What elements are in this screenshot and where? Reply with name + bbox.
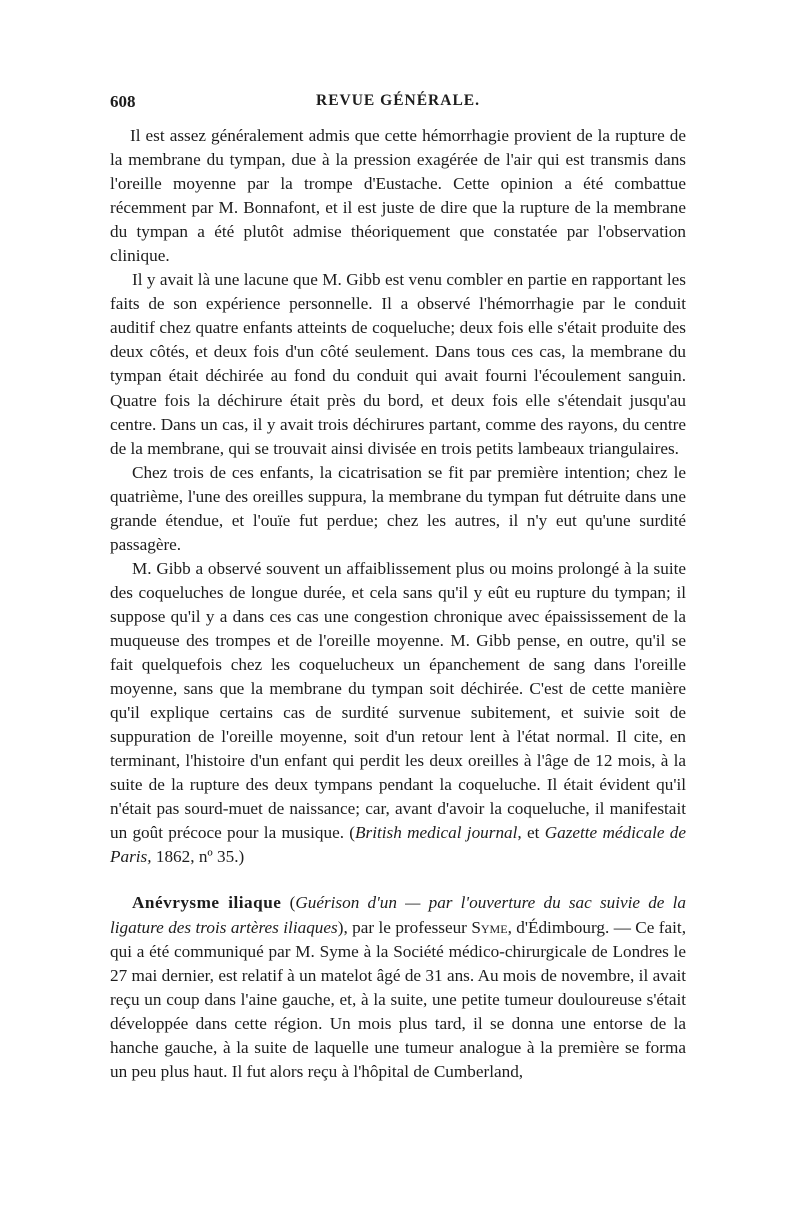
paragraph-1: Il est assez généralement admis que cette hémorrhagie provient de la rupture de la membrane du tympan, due à la pression exagérée de l'air qui est transmis dans l'oreille moyenne par la trompe d'Eustache. Cette opinion a été combattue récemment par M. Bonnafont, et il est juste de dire que la rupture de la membrane du tympan a été plutôt admise théoriquement que constatée par l'observation clinique. <box>110 126 686 266</box>
section-body: , d'Édimbourg. — Ce fait, qui a été communiqué par M. Syme à la Société médico-chirurgicale de Londres le 27 mai dernier, est relatif à un matelot âgé de 31 ans. Au mois de novembre, il avait reçu un coup dans l'aine gauche, et, à la suite, une petite tumeur douloureuse s'était développée dans cette région. Un mois plus tard, il se donna une entorse de la hanche gauche, à la suite de laquelle une tumeur analogue à la première se forma un peu plus haut. Il fut alors reçu à l'hôpital de Cumberland, <box>110 917 686 1081</box>
section-subtitle: Guérison d'un — par l'ouverture du sac suivie de la ligature des trois artères iliaques <box>110 893 686 937</box>
source-citation-1: British medical journal <box>355 823 518 843</box>
page-number: 608 <box>110 92 136 111</box>
section-subtitle-close: ), par le professeur <box>337 917 472 937</box>
source-citation-2: Gazette médicale de Paris, <box>110 823 687 867</box>
section-subtitle-open: ( <box>281 893 296 913</box>
section-gap <box>110 869 686 891</box>
paragraph-4 <box>110 557 686 870</box>
citation-end: 1862, nº 35.) <box>151 847 245 867</box>
paragraph-4-text: M. Gibb a observé souvent un affaiblissement plus ou moins prolongé à la suite des coqueluches de longue durée, et cela sans qu'il y eût eu rupture du tympan; il suppose qu'il y a dans ces cas une congestion chronique avec épaississement de la muqueuse des trompes et de l'oreille moyenne. M. Gibb pense, en outre, qu'il se fait quelquefois chez les coquelucheux un épanchement de sang dans l'oreille moyenne, sans que la membrane du tympan soit déchirée. C'est de cette manière qu'il explique certains cas de surdité survenue subitement, et suivie soit de suppuration de l'oreille moyenne, soit d'un retour lent à l'état normal. Il cite, en terminant, l'histoire d'un enfant qui perdit les deux oreilles à l'âge de 12 mois, à la suite de la rupture des deux tympans pendant la coqueluche. Il était évident qu'il n'était pas sourd-muet de naissance; car, avant d'avoir la coqueluche, il manifestait un goût précoce pour la musique. ( <box>110 558 686 843</box>
section-author: Syme <box>471 917 508 937</box>
document-page <box>110 92 686 1084</box>
citation-connector: , et <box>517 823 545 843</box>
paragraph-3: Chez trois de ces enfants, la cicatrisation se fit par première intention; chez le quatrième, l'une des oreilles suppura, la membrane du tympan fut détruite dans une grande étendue, et l'ouïe fut perdue; chez les autres, il n'y eut qu'une surdité passagère. <box>110 462 686 554</box>
paragraph-2: Il y avait là une lacune que M. Gibb est venu combler en partie en rapportant les faits de son expérience personnelle. Il a observé l'hémorrhagie par le conduit auditif chez quatre enfants atteints de coqueluche; deux fois elle s'était produite des deux côtés, et deux fois d'un côté seulement. Dans tous ces cas, la membrane du tympan était déchirée au fond du conduit qui avait fourni l'écoulement sanguin. Quatre fois la déchirure était près du bord, et deux fois elle s'étendait jusqu'au centre. Dans un cas, il y avait trois déchirures partant, comme des rayons, du centre de la membrane, qui se trouvait ainsi divisée en trois petits lambeaux triangulaires. <box>110 270 686 458</box>
section-paragraph <box>110 891 686 1083</box>
running-title: REVUE GÉNÉRALE. <box>316 92 480 109</box>
page-header <box>110 92 686 116</box>
section-title: Anévrysme iliaque <box>132 893 282 913</box>
